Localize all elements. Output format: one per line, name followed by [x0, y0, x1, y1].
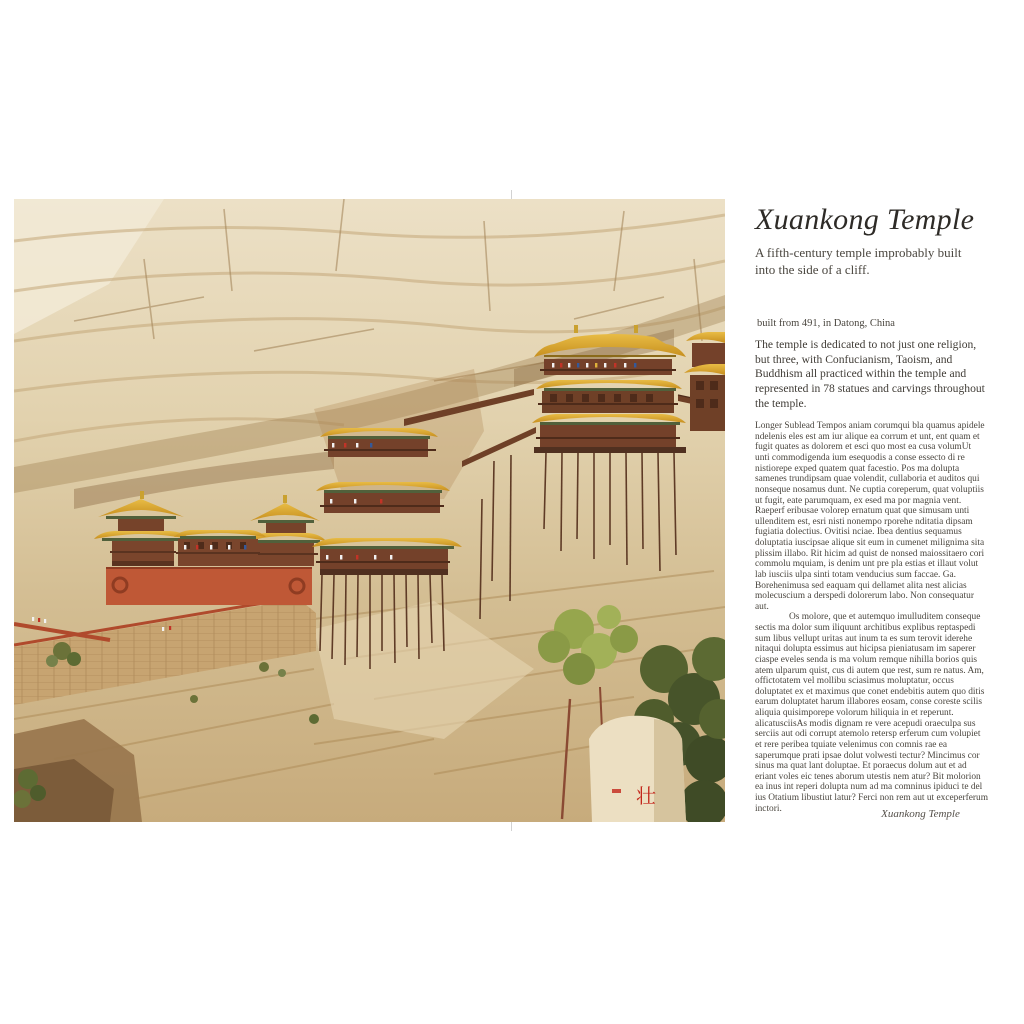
build-caption: built from 491, in Datong, China: [757, 318, 895, 330]
temple-red-base: [106, 567, 312, 605]
body-paragraph-2: Os molore, que et autemquo imulluditem conseque sectis ma dolor sum iliquunt architibus explibus reptaspedi sum libus vellupt uritas aut inum ta es sum terovit iderehe nitaqui dolupta essimus aut hicipsa pieniatusam im saperer ciaspe eveles senda is ma volum remque nihilla borios quis atem ulparum quist, cus di autem que rest, sum re natus. Am, offictotatem vel mollibu sciasimus moluptatur, occus doluptatet ex et maximus que conet endebitis autem quo ditis earum doluptatet harum illabores eosam, conse coreste scilis aliquia quisimporepe volorum hiliquia in et reperunt. alicatusciisAs modis dignam re vere acepudi oraeculpa sus serciis aut odi corrupt atemolo retersp erferum cum volupiet et rere peribea tquiate velenimus con comnis rae ea saperumque prati ipsae dolut volwesti tectur? Mincimus cor sinus ma quat lant doluptae. Et poraecus dolum aut et ad eriant voles eic tenes aborum utestis nem atur? Bit molorion ea inus int reperi dolupta num ad ma comninus ipiduci te del ius Otatium libustiut latur? Ferci non rem aut ut exceperferum inctori.: [755, 612, 989, 814]
temple-photo-art: [14, 199, 725, 822]
article-column: [755, 203, 988, 814]
running-footer: Xuankong Temple: [881, 808, 960, 820]
intro-paragraph: The temple is dedicated to not just one religion, but three, with Confucianism, Taoism, and Buddhism all practiced within the temple and represented in 78 statues and carvings throughout the temple.: [755, 338, 985, 410]
page-fold-mark-bottom: [511, 822, 512, 831]
body-copy: [755, 421, 988, 814]
body-paragraph-1: Longer Sublead Tempos aniam corumqui bla quamus apidele ndelenis eles est am iur alique ea corrum et unt, ent quam et fugit quates as dolorem et esci quo most ea cusa volumUt unti commodigenda ium esequodis a conse essecto di re nistiorepe exped quatem quat facestio. Pos ma dolupta samenes trundipsam quae volendit, cullaboria et auditos qui nonseque nosamus dunt. Ne cuptia coreperum, quat voluptiis ut fugit, eate parumquam, ex esed ma por magnia vent. Raeperf eribusae volorep ernatum quat que simusam unti ullenditem est, esri nisti nonempo rporehe nditatia dipsam fugiatia dolectius. Ovitisi nciae. Ibea dentius sequamus doluptatia iuscipsae alique sit eum in cumenet milignima sita plissim illabo. Rit hicim ad quist de nonsed maiossitaero cori commolu mquiam, is denim unt pre pla estias et illaut volut lab iusciis ulpa sinti totam venducius sum faccae. Ga. Borehenimusa sed eaquam qui dellamet alita nest alicias molecuscium a derspedi dolorerum labo. Non consequatur aut.: [755, 421, 985, 612]
temple-photo: [14, 199, 725, 822]
inscription-rock: [589, 716, 686, 822]
page-fold-mark-top: [511, 190, 512, 199]
rock-inscription-character: 壮: [636, 784, 656, 808]
page-title: Xuankong Temple: [755, 203, 975, 236]
page-subtitle: A fifth-century temple improbably built into the side of a cliff.: [755, 245, 962, 277]
